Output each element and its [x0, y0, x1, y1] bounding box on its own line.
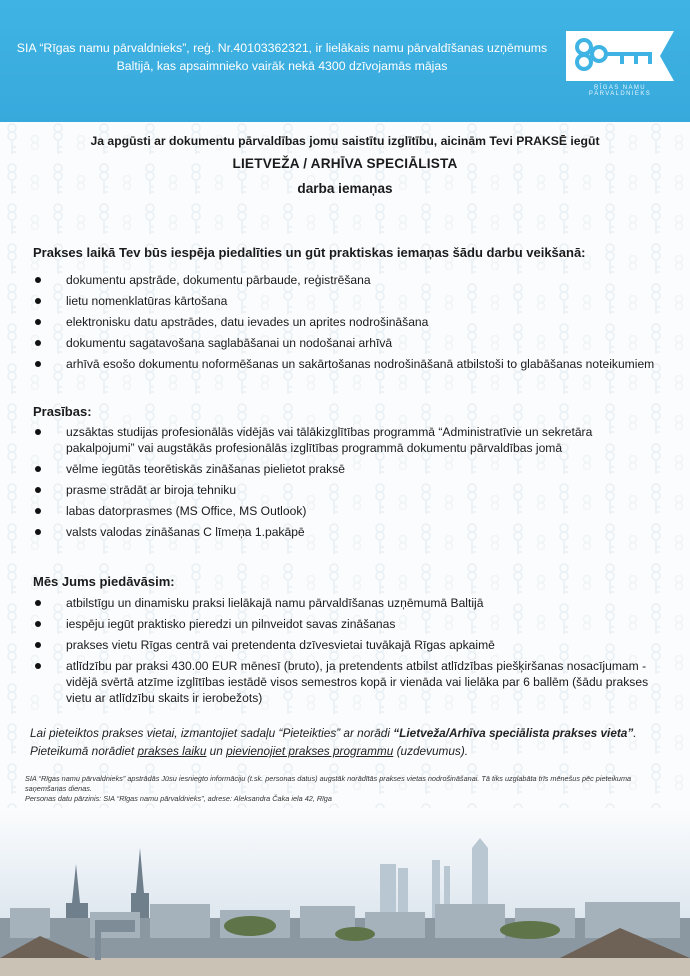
privacy-line: SIA “Rīgas namu pārvaldnieks” apstrādās Jūsu iesniegto informāciju (t.sk. personas datus) augstāk norādītās prakses vietas nodrošināšanai. Tā tiks uzglabāta trīs mēnešus pēc pieteikuma saņemšanas dienas.: [25, 774, 632, 793]
riga-skyline-image: [0, 808, 690, 976]
offer-item: atlīdzību par praksi 430.00 EUR mēnesī (bruto), ja pretendents atbilst atlīdzības piešķiršanas nosacījumam - vidējā svērtā atzīme izglītības iestādē visos semestros kopā ir vienāda vai lielāka par 6 ballēm (šādu prakses vietu ar atlīdzību skaits ir ierobežots): [33, 658, 658, 706]
logo-caption: RĪGAS NAMU PĀRVALDNIEKS: [588, 85, 652, 97]
task-item: elektronisku datu apstrādes, datu ievades un aprites nodrošināšana: [33, 314, 658, 330]
company-logo-key-icon: [566, 31, 674, 93]
position-subtitle: darba iemaņas: [297, 181, 393, 196]
offer-list: [33, 595, 658, 711]
requirement-item: vēlme iegūtās teorētiskās zināšanas pielietot praksē: [33, 461, 658, 477]
offer-item: iespēju iegūt praktisko pieredzi un pilnveidot savas zināšanas: [33, 616, 658, 632]
intro-block: [0, 134, 690, 196]
privacy-controller: Personas datu pārzinis: SIA “Rīgas namu pārvaldnieks”, adrese: Aleksandra Čaka iela 42, Rīga: [25, 794, 332, 803]
requirement-item: labas datorprasmes (MS Office, MS Outlook): [33, 503, 658, 519]
offer-item: atbilstīgu un dinamisku praksi lielākajā namu pārvaldīšanas uzņēmumā Baltijā: [33, 595, 658, 611]
requirements-title: Prasības:: [33, 404, 92, 419]
apply-text: (uzdevumus).: [393, 744, 469, 758]
apply-position-reference: “Lietveža/Arhīva speciālista prakses vieta”: [393, 726, 634, 740]
tasks-list: [33, 272, 658, 377]
apply-link-program[interactable]: pievienojiet prakses programmu: [226, 744, 394, 758]
task-item: lietu nomenklatūras kārtošana: [33, 293, 658, 309]
requirement-item: valsts valodas zināšanas C līmeņa 1.pakāpē: [33, 524, 658, 540]
position-title: LIETVEŽA / ARHĪVA SPECIĀLISTA: [232, 156, 458, 171]
privacy-notice: [25, 774, 645, 804]
offer-title: Mēs Jums piedāvāsim:: [33, 574, 175, 589]
apply-link-time[interactable]: prakses laiku: [137, 744, 207, 758]
requirements-list: [33, 424, 658, 545]
task-item: dokumentu sagatavošana saglabāšanai un nodošanai arhīvā: [33, 335, 658, 351]
requirement-item: uzsāktas studijas profesionālās vidējās vai tālākizglītības programmā “Administratīvie un sekretāra pakalpojumi” vai augstākās profesionālās izglītības programmā dokumentu pārvaldības jomā: [33, 424, 658, 456]
apply-text: Lai pieteiktos prakses vietai, izmantojiet sadaļu “Pieteikties” ar norādi: [30, 726, 394, 740]
task-item: dokumentu apstrāde, dokumentu pārbaude, reģistrēšana: [33, 272, 658, 288]
requirement-item: prasme strādāt ar biroja tehniku: [33, 482, 658, 498]
intro-line: Ja apgūsti ar dokumentu pārvaldības jomu saistītu izglītību, aicinām Tevi PRAKSĒ iegūt: [90, 134, 600, 148]
tasks-title: Prakses laikā Tev būs iespēja piedalīties un gūt praktiskas iemaņas šādu darbu veikšanā:: [33, 245, 586, 260]
application-instructions: [30, 724, 666, 760]
apply-text: un: [206, 744, 227, 758]
apply-text: . Pieteikumā norādiet: [30, 726, 637, 758]
header-banner: [0, 0, 690, 122]
task-item: arhīvā esošo dokumentu noformēšanas un sakārtošanas nodrošināšanā atbilstoši to glabāšanas noteikumiem: [33, 356, 658, 372]
company-description: SIA “Rīgas namu pārvaldnieks”, reģ. Nr.40103362321, ir lielākais namu pārvaldīšanas uzņēmums Baltijā, kas apsaimnieko vairāk nekā 4300 dzīvojamās mājas: [16, 41, 548, 73]
offer-item: prakses vietu Rīgas centrā vai pretendenta dzīvesvietai tuvākajā Rīgas apkaimē: [33, 637, 658, 653]
